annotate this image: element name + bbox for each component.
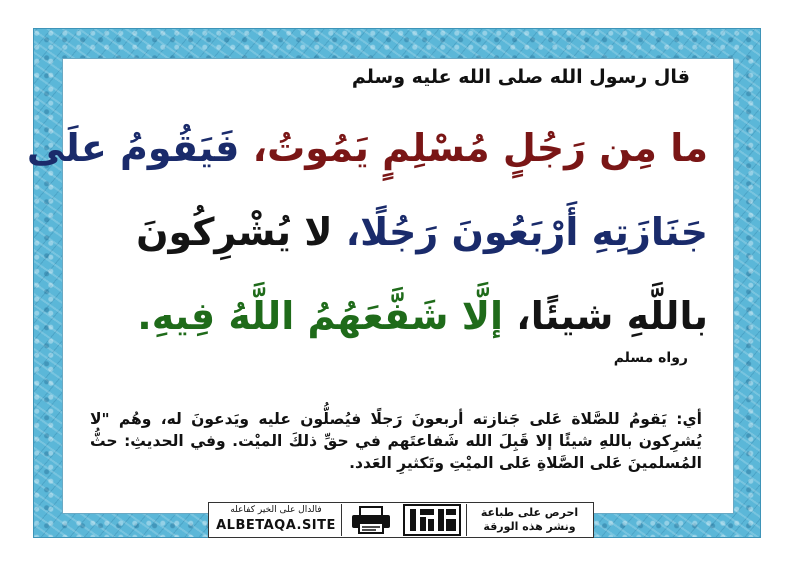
hadith-line-2: [136, 208, 708, 256]
print-reminder-line-2: ونشر هذه الورقة: [483, 520, 576, 533]
hadith-line-3: [137, 292, 708, 340]
hadith-segment: لا يُشْرِكُونَ: [136, 210, 346, 254]
hadith-segment: فَيَقُومُ علَى: [26, 126, 253, 170]
print-reminder: [466, 504, 592, 536]
hadith-segment: إلَّا شَفَّعَهُمُ اللَّهُ فِيهِ.: [137, 294, 517, 338]
site-link[interactable]: [210, 504, 342, 536]
hadith-line-1: [27, 124, 708, 172]
narrator: رواه مسلم: [613, 350, 688, 366]
hadith-segment: ما مِن رَجُلٍ مُسْلِمٍ يَمُوتُ،: [252, 126, 708, 170]
explanation-text: أي: يَقومُ للصَّلاة عَلى جَنازته أربعونَ رَجلًا فيُصلُّون عليه ويَدعونَ له، وهُم "لا يُشرِكون باللهِ شيئًا إلا قَبِلَ الله شَفاعتَهم في حقِّ ذلكَ الميْت. وفي الحديثِ: حثُّ المُسلمينَ عَلى الصَّلاةِ عَلى الميْتِ وتَكثيرِ العَدد.: [90, 410, 702, 472]
hadith-segment: جَنَازَتِهِ أَرْبَعُونَ رَجُلًا،: [345, 210, 708, 254]
site-tagline: فالدال على الخير كفاعله: [230, 505, 322, 515]
print-reminder-line-1: احرص على طباعة: [480, 506, 579, 519]
albetaqa-logo-icon: [402, 503, 462, 537]
site-name: ALBETAQA.SITE: [216, 518, 336, 533]
printer-icon[interactable]: [348, 505, 394, 535]
intro-text: قال رسول الله صلى الله عليه وسلم: [351, 66, 690, 88]
hadith-segment: باللَّهِ شيئًا،: [516, 294, 708, 338]
